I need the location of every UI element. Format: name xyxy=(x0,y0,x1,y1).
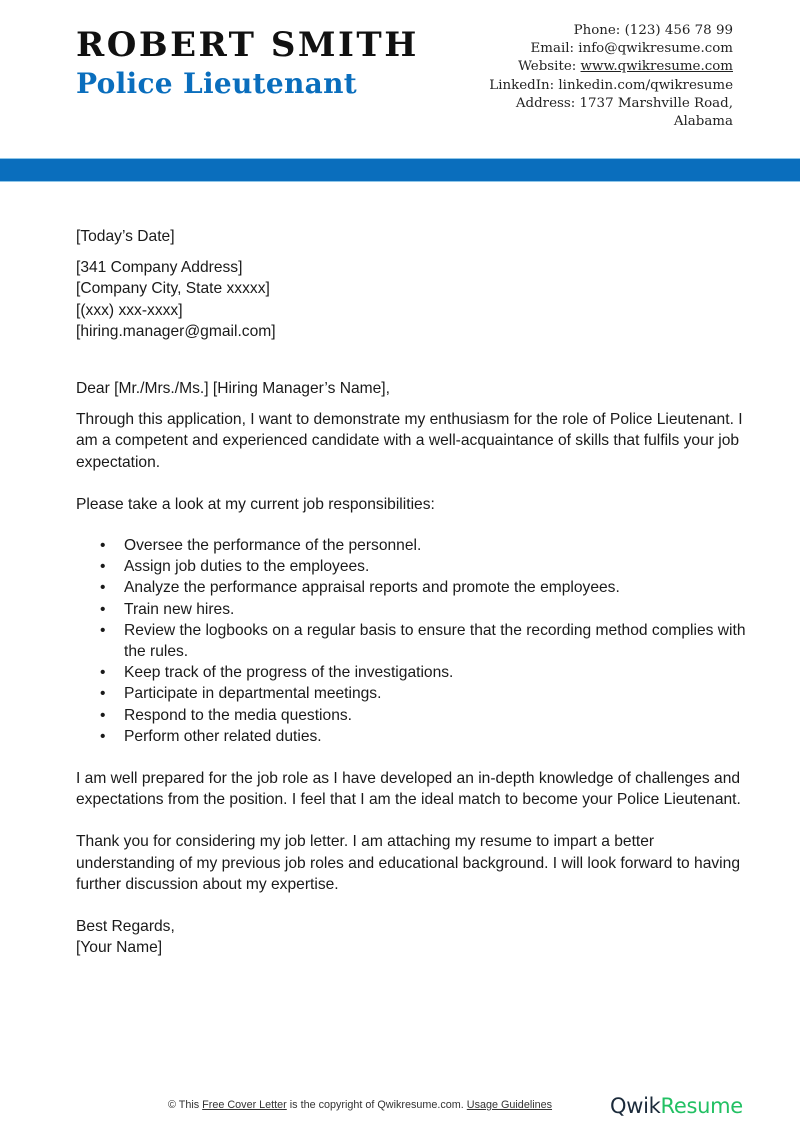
list-item-text: Respond to the media questions. xyxy=(124,706,352,724)
list-item xyxy=(76,556,746,577)
bullet-icon: • xyxy=(100,621,106,639)
list-item xyxy=(76,577,746,598)
list-item xyxy=(76,535,746,556)
contact-phone: Phone: (123) 456 78 99 xyxy=(573,23,733,38)
contact-website xyxy=(489,58,733,76)
responsibilities-intro: Please take a look at my current job responsibilities: xyxy=(76,495,435,513)
contact-email: Email: info@qwikresume.com xyxy=(530,41,733,57)
list-item xyxy=(76,705,746,726)
recipient-line: [341 Company Address] xyxy=(76,259,243,277)
recipient-address xyxy=(76,257,746,342)
footer-prefix: © This xyxy=(168,1099,203,1111)
letter-body xyxy=(76,226,746,958)
bullet-icon: • xyxy=(100,579,106,597)
closing: Best Regards, xyxy=(76,918,175,936)
contact-address-line2: Alabama xyxy=(673,114,733,130)
qwikresume-logo[interactable] xyxy=(610,1094,743,1118)
recipient-line: [Company City, State xxxxx] xyxy=(76,280,270,298)
list-item xyxy=(76,683,746,704)
bullet-icon: • xyxy=(100,600,106,618)
list-item-text: Oversee the performance of the personnel. xyxy=(124,537,422,555)
contact-linkedin: LinkedIn: linkedin.com/qwikresume xyxy=(489,77,733,93)
header-divider-bar xyxy=(0,158,800,182)
bullet-icon: • xyxy=(100,558,106,576)
list-item-text: Review the logbooks on a regular basis to ensure that the recording method complies with the rules. xyxy=(124,621,746,661)
list-item-text: Analyze the performance appraisal reports and promote the employees. xyxy=(124,579,620,597)
website-label: Website: xyxy=(518,59,581,75)
bullet-icon: • xyxy=(100,537,106,555)
letter-date: [Today’s Date] xyxy=(76,228,175,245)
recipient-line: [(xxx) xxx-xxxx] xyxy=(76,301,183,319)
paragraph-thanks: Thank you for considering my job letter. I am attaching my resume to impart a better understanding of my previous job roles and educational background. I will look forward to having further discussion about my expertise. xyxy=(76,833,740,893)
list-item xyxy=(76,726,746,747)
paragraph-qualification: I am well prepared for the job role as I have developed an in-depth knowledge of challenges and expectations from the position. I feel that I am the ideal match to become your Police Lieutenant. xyxy=(76,770,741,809)
list-item xyxy=(76,620,746,662)
bullet-icon: • xyxy=(100,685,106,703)
logo-qwik: Qwik xyxy=(610,1094,661,1118)
website-link[interactable]: www.qwikresume.com xyxy=(580,59,733,75)
applicant-name: ROBERT SMITH xyxy=(76,25,419,65)
list-item-text: Train new hires. xyxy=(124,600,235,618)
list-item xyxy=(76,599,746,620)
responsibilities-list xyxy=(76,535,746,747)
free-cover-letter-link[interactable]: Free Cover Letter xyxy=(202,1099,287,1111)
bullet-icon: • xyxy=(100,727,106,745)
list-item-text: Keep track of the progress of the investigations. xyxy=(124,664,454,682)
bullet-icon: • xyxy=(100,664,106,682)
copyright-footer xyxy=(168,1099,552,1111)
list-item-text: Participate in departmental meetings. xyxy=(124,685,382,703)
logo-resume: Resume xyxy=(660,1094,743,1118)
recipient-line: [hiring.manager@gmail.com] xyxy=(76,322,276,340)
paragraph-intro: Through this application, I want to demonstrate my enthusiasm for the role of Police Lieutenant. I am a competent and experienced candidate with a well-acquaintance of skills that fulfils your job expectation. xyxy=(76,411,743,471)
list-item xyxy=(76,662,746,683)
list-item-text: Perform other related duties. xyxy=(124,727,322,745)
bullet-icon: • xyxy=(100,706,106,724)
contact-info xyxy=(489,22,733,131)
job-title: Police Lieutenant xyxy=(76,67,357,100)
contact-address-line1: Address: 1737 Marshville Road, xyxy=(515,95,733,111)
signature: [Your Name] xyxy=(76,939,163,957)
usage-guidelines-link[interactable]: Usage Guidelines xyxy=(466,1099,553,1111)
footer-middle: is the copyright of Qwikresume.com. xyxy=(286,1099,467,1111)
salutation: Dear [Mr./Mrs./Ms.] [Hiring Manager’s Name], xyxy=(76,380,390,398)
list-item-text: Assign job duties to the employees. xyxy=(124,558,370,576)
